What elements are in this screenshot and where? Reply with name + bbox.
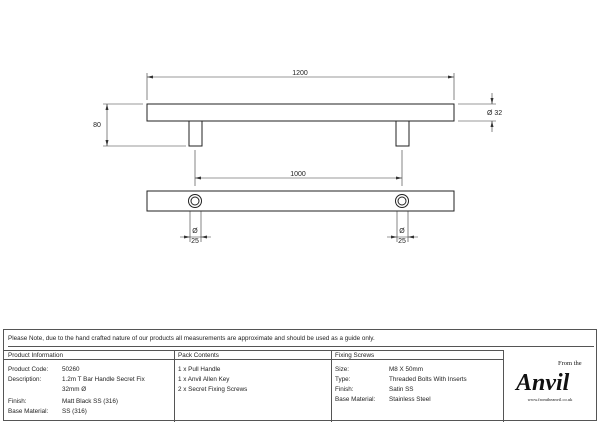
logo-tagline: From the — [558, 360, 582, 367]
right-fix-symbol: Ø — [399, 228, 405, 235]
product-code-value: 50260 — [62, 366, 80, 373]
logo-brand: Anvil — [516, 370, 570, 396]
pack-item: 1 x Anvil Allen Key — [178, 376, 230, 383]
length-arrow-right — [448, 76, 454, 79]
centres-arrow-right — [396, 177, 402, 180]
pack-item: 1 x Pull Handle — [178, 366, 221, 373]
screw-finish-key: Finish: — [335, 386, 354, 393]
fixing-hole-left-inner — [191, 197, 199, 205]
centres-label: 1000 — [290, 171, 306, 178]
specification-footer — [3, 329, 597, 421]
screw-type-key: Type: — [335, 376, 351, 383]
right-fix-label: 25 — [398, 238, 406, 245]
disclaimer-note: Please Note, due to the hand crafted nature of our products all measurements are approximate and should be used as a guide only. — [8, 332, 594, 347]
length-arrow-left — [147, 76, 153, 79]
height-label: 80 — [93, 122, 101, 129]
left-fix-arrow-b — [201, 236, 207, 239]
diameter-arrow-bottom — [491, 121, 494, 127]
length-label: 1200 — [292, 70, 308, 77]
screw-size-value: M8 X 50mm — [389, 366, 423, 373]
finish-value: Matt Black SS (316) — [62, 398, 118, 405]
height-arrow-top — [106, 104, 109, 110]
handle-bar-side-view — [147, 104, 454, 121]
product-code-key: Product Code: — [8, 366, 49, 373]
screw-finish-value: Satin SS — [389, 386, 414, 393]
screw-base-material-key: Base Material: — [335, 396, 376, 403]
screw-type-value: Threaded Bolts With Inserts — [389, 376, 467, 383]
centres-arrow-left — [195, 177, 201, 180]
description-key: Description: — [8, 376, 42, 383]
fixing-screws-panel — [331, 350, 504, 422]
left-fix-label: 25 — [191, 238, 199, 245]
diameter-label: Ø 32 — [487, 110, 503, 117]
fixing-hole-right-inner — [398, 197, 406, 205]
pack-contents-heading: Pack Contents — [174, 350, 331, 360]
description-value: 1.2m T Bar Handle Secret Fix — [62, 376, 145, 383]
screw-base-material-value: Stainless Steel — [389, 396, 431, 403]
pack-contents-panel — [174, 350, 332, 422]
fixing-screws-heading: Fixing Screws — [331, 350, 503, 360]
height-arrow-bottom — [106, 140, 109, 146]
logo-url: www.fromtheanvil.co.uk — [527, 397, 573, 402]
anvil-icon — [504, 350, 596, 422]
left-fix-symbol: Ø — [192, 228, 198, 235]
description-continued-value: 32mm Ø — [62, 386, 87, 393]
right-fix-arrow-b — [408, 236, 414, 239]
base-material-key: Base Material: — [8, 408, 49, 415]
product-information-heading: Product Information — [4, 350, 174, 360]
screw-size-key: Size: — [335, 366, 349, 373]
diameter-arrow-top — [491, 98, 494, 104]
product-information-panel — [4, 350, 175, 422]
pack-item: 2 x Secret Fixing Screws — [178, 386, 248, 393]
left-fix-arrow-a — [184, 236, 190, 239]
base-material-value: SS (316) — [62, 408, 87, 415]
handle-leg-right — [396, 121, 409, 146]
right-fix-arrow-a — [391, 236, 397, 239]
handle-leg-left — [189, 121, 202, 146]
finish-key: Finish: — [8, 398, 27, 405]
from-the-anvil-logo — [504, 350, 596, 422]
